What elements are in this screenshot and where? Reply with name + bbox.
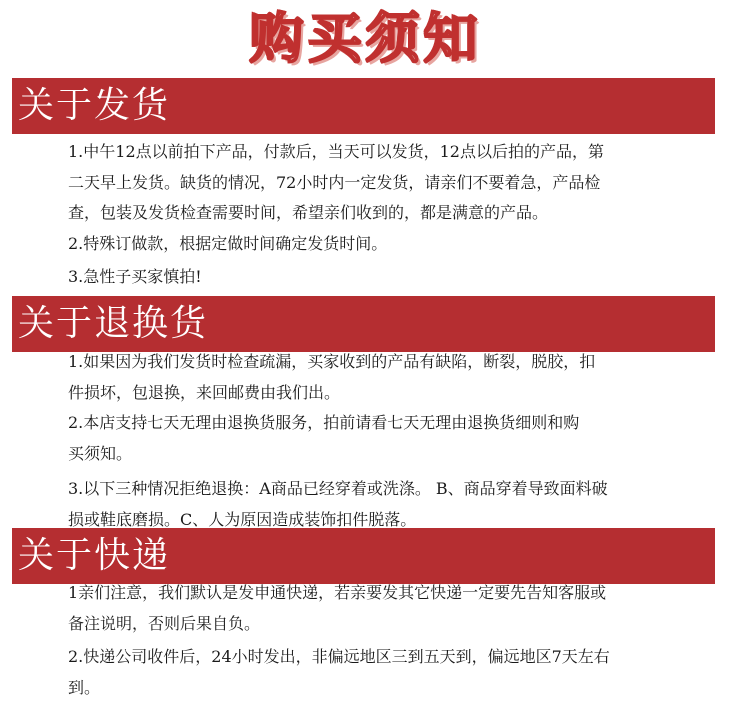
returns-item-2 [68, 408, 678, 469]
section-header-delivery: 关于快递 [12, 528, 715, 584]
page-title: 购买须知 [0, 8, 731, 70]
shipping-item-2 [68, 229, 678, 260]
text-line: 1.中午12点以前拍下产品，付款后，当天可以发货，12点以后拍的产品，第 [68, 137, 678, 168]
section-header-returns: 关于退换货 [12, 296, 715, 352]
delivery-item-2 [68, 642, 678, 703]
section-header-shipping: 关于发货 [12, 78, 715, 134]
text-line: 2.本店支持七天无理由退换货服务，拍前请看七天无理由退换货细则和购 [68, 408, 678, 439]
returns-item-1 [68, 347, 678, 408]
delivery-item-1 [68, 578, 678, 639]
shipping-item-3 [68, 262, 678, 293]
text-line: 1亲们注意，我们默认是发申通快递，若亲要发其它快递一定要先告知客服或 [68, 578, 678, 609]
returns-item-3 [68, 474, 678, 535]
text-line: 件损坏，包退换，来回邮费由我们出。 [68, 378, 678, 409]
text-line: 二天早上发货。缺货的情况，72小时内一定发货，请亲们不要着急，产品检 [68, 168, 678, 199]
text-line: 查，包装及发货检查需要时间，希望亲们收到的，都是满意的产品。 [68, 198, 678, 229]
shipping-item-1 [68, 137, 678, 229]
text-line: 3.以下三种情况拒绝退换：A商品已经穿着或洗涤。 B、商品穿着导致面料破 [68, 474, 678, 505]
text-line: 2.特殊订做款，根据定做时间确定发货时间。 [68, 229, 678, 260]
text-line: 备注说明，否则后果自负。 [68, 609, 678, 640]
text-line: 3.急性子买家慎拍! [68, 262, 678, 293]
text-line: 1.如果因为我们发货时检查疏漏，买家收到的产品有缺陷，断裂，脱胶，扣 [68, 347, 678, 378]
text-line: 2.快递公司收件后，24小时发出，非偏远地区三到五天到，偏远地区7天左右 [68, 642, 678, 673]
text-line: 损或鞋底磨损。C、人为原因造成装饰扣件脱落。 [68, 505, 678, 536]
text-line: 买须知。 [68, 439, 678, 470]
text-line: 到。 [68, 673, 678, 703]
